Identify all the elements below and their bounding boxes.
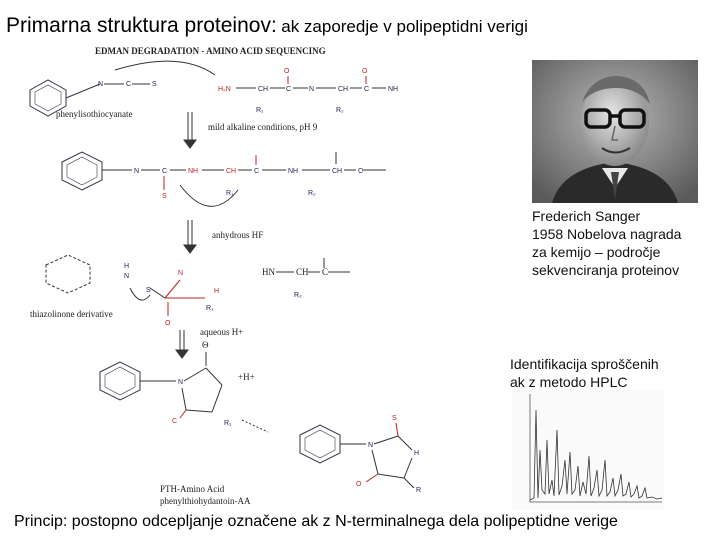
svg-text:CH: CH [296, 267, 309, 277]
svg-text:H₂N: H₂N [218, 86, 231, 93]
hplc-chromatogram [512, 390, 664, 510]
caption-line: za kemijo – področje [532, 244, 661, 260]
svg-text:Θ: Θ [202, 340, 209, 350]
atom-c: C [126, 81, 132, 88]
phenyl-ring-2 [62, 152, 102, 190]
svg-text:+H+: +H+ [238, 372, 255, 382]
hplc-label-line: ak z metodo HPLC [510, 374, 628, 390]
condition-2: anhydrous HF [212, 230, 264, 240]
hplc-label [510, 355, 659, 391]
intermediate-chain-2 [102, 152, 386, 200]
svg-text:R₁: R₁ [256, 107, 264, 114]
reagent-label: phenylisothiocyanate [56, 109, 133, 119]
attack-arrow-1 [115, 61, 215, 75]
caption-line: 1958 Nobelova nagrada [532, 226, 682, 242]
condition-1: mild alkaline conditions, pH 9 [208, 122, 318, 132]
atom-n: N [98, 81, 104, 88]
svg-text:C: C [162, 168, 168, 175]
svg-text:O: O [356, 481, 362, 488]
svg-text:N: N [178, 379, 184, 386]
pth-amino-acid-structure [340, 415, 421, 494]
svg-text:O: O [165, 320, 171, 327]
page-title [6, 14, 528, 38]
svg-text:HN: HN [262, 267, 275, 277]
svg-text:N: N [124, 273, 130, 280]
reaction-arrow-2 [184, 220, 196, 253]
svg-text:R₁: R₁ [206, 305, 214, 312]
product-label-2: phenylthiohydantoin-AA [160, 496, 251, 506]
svg-text:H: H [414, 450, 420, 457]
svg-text:NH: NH [288, 168, 299, 175]
svg-text:R₁: R₁ [224, 420, 232, 427]
hplc-label-line: Identifikacija sproščenih [510, 356, 659, 372]
reaction-arrow-3 [176, 330, 188, 358]
intermediate-ring-4 [140, 340, 255, 427]
reaction-arrow-1 [184, 112, 196, 148]
atom-s: S [152, 81, 157, 88]
svg-text:S: S [392, 415, 397, 422]
photo-caption [532, 207, 681, 279]
transition-arrow [242, 420, 268, 432]
caption-line: Frederich Sanger [532, 208, 641, 224]
svg-text:C: C [322, 267, 329, 277]
svg-text:R₁: R₁ [226, 190, 234, 197]
svg-text:S: S [162, 193, 167, 200]
svg-text:N: N [368, 442, 374, 449]
sanger-portrait [532, 60, 698, 203]
peptide-chain-1 [218, 68, 398, 114]
thiazolinone-structure [124, 258, 350, 327]
svg-text:R: R [416, 487, 422, 494]
thiazolinone-label: thiazolinone derivative [30, 309, 113, 319]
phenyl-ring-3 [46, 255, 90, 293]
svg-text:H: H [214, 288, 220, 295]
edman-degradation-scheme [0, 40, 500, 510]
svg-text:O: O [284, 68, 290, 75]
scheme-heading: EDMAN DEGRADATION - AMINO ACID SEQUENCING [95, 46, 326, 56]
svg-text:C: C [364, 86, 370, 93]
footer-principle: Princip: postopno odcepljanje označene ak z N-terminalnega dela polipeptidne verige [14, 513, 618, 530]
svg-text:CH: CH [258, 86, 269, 93]
svg-text:C: C [172, 418, 178, 425]
svg-text:R₂: R₂ [294, 292, 302, 299]
svg-text:C: C [254, 168, 260, 175]
title-sub: ak zaporedje v polipeptidni verigi [281, 17, 528, 36]
svg-text:N: N [134, 168, 140, 175]
svg-text:N: N [309, 86, 315, 93]
svg-text:R₂: R₂ [336, 107, 344, 114]
svg-text:H: H [124, 263, 130, 270]
svg-text:O: O [362, 68, 368, 75]
phenyl-ring-5 [300, 425, 340, 463]
phenyl-ring-4 [100, 362, 140, 400]
svg-text:CH: CH [338, 86, 349, 93]
svg-text:C: C [286, 86, 292, 93]
title-main: Primarna struktura proteinov: [6, 14, 277, 37]
svg-text:C: C [358, 168, 364, 175]
product-label-1: PTH-Amino Acid [160, 484, 225, 494]
svg-text:S: S [146, 287, 151, 294]
condition-3: aqueous H+ [200, 327, 244, 337]
svg-text:R₂: R₂ [308, 190, 316, 197]
svg-text:N: N [178, 270, 184, 277]
bond [66, 84, 100, 98]
svg-text:CH: CH [226, 168, 237, 175]
caption-line: sekvenciranja proteinov [532, 262, 680, 278]
svg-text:NH: NH [188, 168, 199, 175]
svg-text:CH: CH [332, 168, 343, 175]
svg-text:NH: NH [388, 86, 399, 93]
